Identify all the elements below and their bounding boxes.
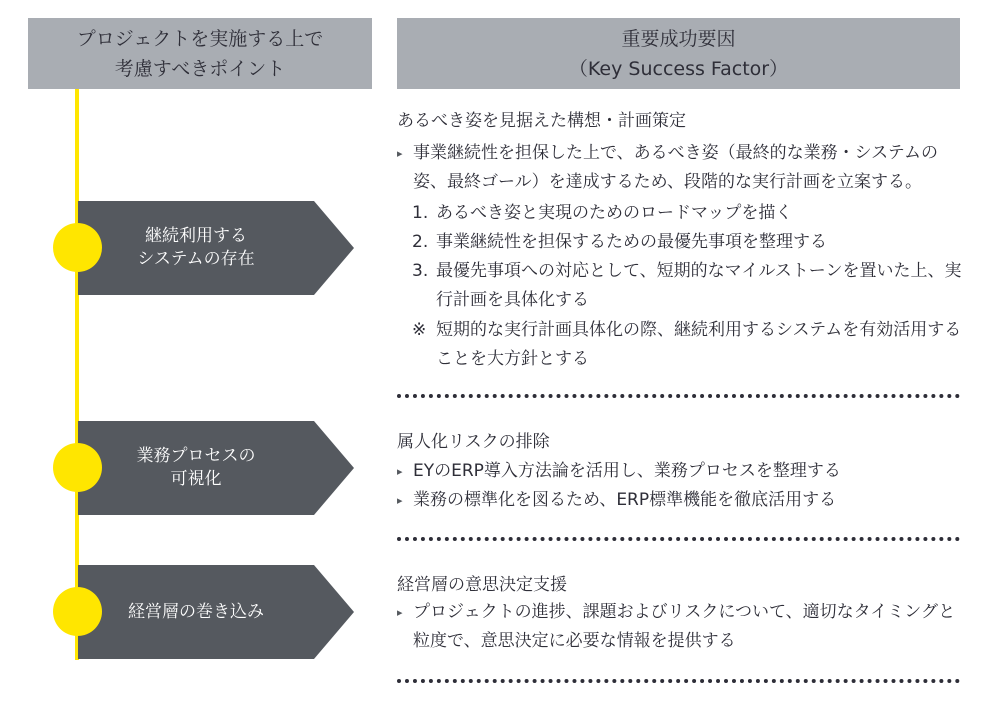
section-2-bullet-2-text: 業務の標準化を図るため、ERP標準機能を徹底活用する [413,490,837,510]
point-2-label-line1: 業務プロセスの [136,446,256,466]
step-number: 2. [412,232,429,252]
right-header-line2: （Key Success Factor） [568,57,789,80]
point-2-marker [53,443,102,492]
section-1-title: あるべき姿を見据えた構想・計画策定 [397,111,686,131]
step-text: あるべき姿と実現のためのロードマップを描く [436,203,793,223]
section-2-bullet-1-text: EYのERP導入方法論を活用し、業務プロセスを整理する [413,461,841,481]
right-header-line1: 重要成功要因 [621,27,736,50]
step-text: 最優先事項への対応として、短期的なマイルストーンを置いた上、実行計画を具体化する [436,261,962,310]
step-number: 1. [412,203,429,223]
triangle-right-icon: ▸ [397,494,403,507]
section-divider-3 [397,679,960,683]
note-mark: ※ [412,320,427,340]
section-2-bullet-1 [397,457,967,486]
point-1-marker [53,223,102,272]
section-1-step-2 [412,228,964,257]
point-2-label [78,421,314,515]
section-1-note [412,316,964,374]
section-1-bullet-text: 事業継続性を担保した上で、あるべき姿（最終的な業務・システムの姿、最終ゴール）を達成するため、段階的な実行計画を立案する。 [413,143,938,192]
point-2-label-line2: 可視化 [170,469,222,489]
point-3-marker [53,587,102,636]
triangle-right-icon: ▸ [397,606,403,619]
step-number: 3. [412,261,429,281]
triangle-right-icon: ▸ [397,147,403,160]
section-1-step-1 [412,199,964,228]
section-3-title: 経営層の意思決定支援 [397,575,567,595]
left-column-header [28,18,372,89]
step-text: 事業継続性を担保するための最優先事項を整理する [436,232,827,252]
section-2-title: 属人化リスクの排除 [397,432,550,452]
section-2-bullet-2 [397,486,967,515]
section-3-bullet [397,598,967,656]
point-1-label [78,201,314,295]
point-3-label [78,565,314,659]
note-text: 短期的な実行計画具体化の際、継続利用するシステムを有効活用することを大方針とする [436,320,962,369]
section-divider-2 [397,537,960,541]
section-divider-1 [397,394,960,398]
right-column-header [397,18,960,89]
point-1-label-line2: システムの存在 [137,249,255,269]
left-header-line1: プロジェクトを実施する上で [76,27,324,50]
section-1-step-3 [412,257,964,315]
section-3-bullet-text: プロジェクトの進捗、課題およびリスクについて、適切なタイミングと粒度で、意思決定に必要な情報を提供する [413,602,956,651]
left-header-line2: 考慮すべきポイント [114,57,286,80]
point-3-label-line1: 経営層の巻き込み [128,601,264,622]
section-1-bullet [397,139,967,197]
triangle-right-icon: ▸ [397,465,403,478]
point-1-label-line1: 継続利用する [145,226,247,246]
